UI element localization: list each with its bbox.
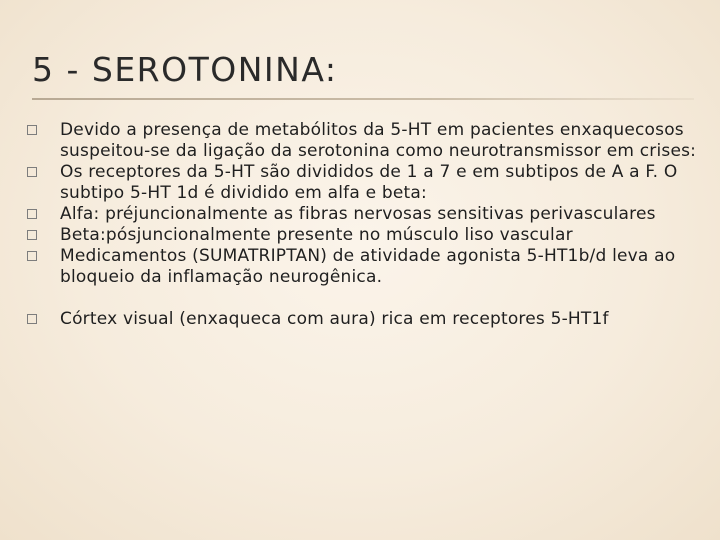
square-bullet-icon xyxy=(27,209,37,219)
bullet-item xyxy=(26,246,706,288)
square-bullet-icon xyxy=(27,125,37,135)
bullet-item xyxy=(26,162,706,204)
bullet-list xyxy=(26,120,706,330)
square-bullet-icon xyxy=(27,230,37,240)
bullet-text: Devido a presença de metabólitos da 5-HT em pacientes enxaquecosos suspeitou-se da ligação da serotonina como neurotransmissor em crises: xyxy=(60,120,697,161)
square-bullet-icon xyxy=(27,251,37,261)
slide-title: 5 - SEROTONINA: xyxy=(32,50,338,89)
square-bullet-icon xyxy=(27,167,37,177)
bullet-item xyxy=(26,120,706,162)
bullet-item xyxy=(26,309,706,330)
bullet-text: Córtex visual (enxaqueca com aura) rica em receptores 5-HT1f xyxy=(60,309,609,329)
bullet-text: Beta:pósjuncionalmente presente no músculo liso vascular xyxy=(60,225,573,245)
bullet-text: Os receptores da 5-HT são divididos de 1 a 7 e em subtipos de A a F. O subtipo 5-HT 1d é dividido em alfa e beta: xyxy=(60,162,678,203)
bullet-item xyxy=(26,204,706,225)
bullet-text: Medicamentos (SUMATRIPTAN) de atividade agonista 5-HT1b/d leva ao bloqueio da inflamação neurogênica. xyxy=(60,246,676,287)
bullet-text: Alfa: préjuncionalmente as fibras nervosas sensitivas perivasculares xyxy=(60,204,656,224)
square-bullet-icon xyxy=(27,314,37,324)
title-divider xyxy=(32,98,694,100)
bullet-item xyxy=(26,225,706,246)
